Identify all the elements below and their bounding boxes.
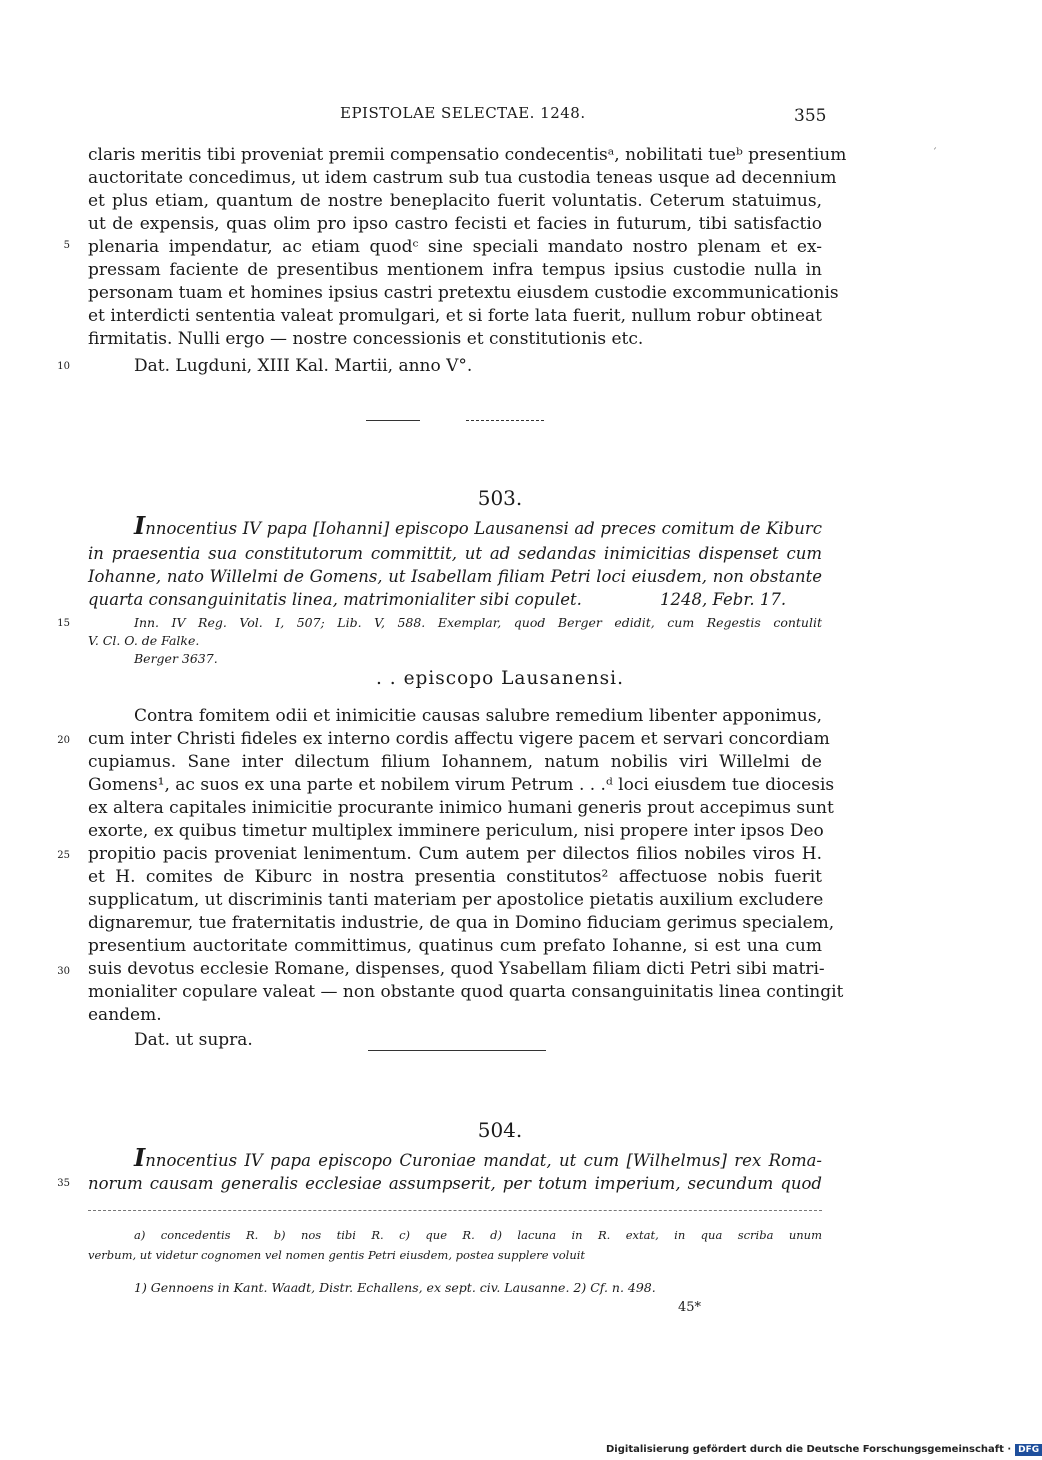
- source-note: Inn. IV Reg. Vol. I, 507; Lib. V, 588. Exemplar, quod Berger edidit, cum Regestis contulit: [134, 615, 822, 630]
- text-line: presentium auctoritate committimus, quatinus cum prefato Iohanne, si est una cum: [88, 936, 822, 956]
- separator-rule: [368, 1050, 546, 1051]
- document-number: 503.: [477, 486, 523, 510]
- line-number: 10: [57, 361, 70, 372]
- text-line: suis devotus ecclesie Romane, dispenses, quod Ysabellam filiam dicti Petri sibi matri-: [88, 959, 825, 979]
- text-line: Contra fomitem odii et inimicitie causas salubre remedium libenter apponimus,: [134, 706, 822, 726]
- text-line: et H. comites de Kiburc in nostra presentia constitutos² affectuose nobis fuerit: [88, 867, 822, 887]
- text-line: personam tuam et homines ipsius castri pretextu eiusdem custodie excommunicationis: [88, 283, 839, 303]
- dating-line: Dat. Lugduni, XIII Kal. Martii, anno V°.: [134, 356, 473, 376]
- text-line: plenaria impendatur, ac etiam quodᶜ sine speciali mandato nostro plenam et ex-: [88, 237, 822, 257]
- variant-footnotes: verbum, ut videtur cognomen vel nomen gentis Petri eiusdem, postea supplere voluit: [88, 1248, 586, 1262]
- page-number: 355: [794, 106, 827, 126]
- regest-line: Iohanne, nato Willelmi de Gomens, ut Isabellam filiam Petri loci eiusdem, non obstante: [88, 567, 822, 586]
- source-note: Berger 3637.: [134, 651, 218, 666]
- footnote-separator: [88, 1210, 822, 1211]
- regest-initial: I: [134, 1143, 146, 1172]
- source-note: V. Cl. O. de Falke.: [88, 633, 200, 648]
- separator-rule: [366, 420, 420, 421]
- text-line: ut de expensis, quas olim pro ipso castro fecisti et facies in futurum, tibi satisfactio: [88, 214, 822, 234]
- line-number: 30: [57, 966, 70, 977]
- line-number: 5: [63, 240, 70, 251]
- line-number: 35: [57, 1178, 70, 1189]
- text-line: exorte, ex quibus timetur multiplex imminere periculum, nisi propere inter ipsos Deo: [88, 821, 824, 841]
- text-line: auctoritate concedimus, ut idem castrum sub tua custodia teneas usque ad decennium: [88, 168, 837, 188]
- text-line: et plus etiam, quantum de nostre beneplacito fuerit voluntatis. Ceterum statuimus,: [88, 191, 822, 211]
- regest-line: norum causam generalis ecclesiae assumpserit, per totum imperium, secundum quod: [88, 1174, 822, 1193]
- addressee-line: . . episcopo Lausanensi.: [376, 668, 624, 689]
- text-line: eandem.: [88, 1005, 162, 1025]
- text-line: dignaremur, tue fraternitatis industrie, de qua in Domino fiduciam gerimus specialem,: [88, 913, 835, 933]
- credit-text: Digitalisierung gefördert durch die Deutsche Forschungsgemeinschaft ·: [606, 1444, 1012, 1455]
- dfg-logo: DFG: [1015, 1444, 1042, 1456]
- content-footnotes: 1) Gennoens in Kant. Waadt, Distr. Echallens, ex sept. civ. Lausanne. 2) Cf. n. 498.: [134, 1280, 656, 1295]
- text-line: pressam faciente de presentibus mentionem infra tempus ipsius custodie nulla in: [88, 260, 822, 280]
- dating-line: Dat. ut supra.: [134, 1030, 253, 1050]
- variant-footnotes: a) concedentis R. b) nos tibi R. c) que R. d) lacuna in R. extat, in qua scriba unum: [134, 1228, 822, 1242]
- text-line: Gomens¹, ac suos ex una parte et nobilem virum Petrum . . .ᵈ loci eiusdem tue diocesis: [88, 775, 835, 795]
- document-number: 504.: [477, 1118, 523, 1142]
- text-line: cupiamus. Sane inter dilectum filium Iohannem, natum nobilis viri Willelmi de: [88, 752, 822, 772]
- text-line: monialiter copulare valeat — non obstante quod quarta consanguinitatis linea contingit: [88, 982, 844, 1002]
- separator-rule: [466, 420, 544, 421]
- regest-initial: I: [134, 511, 146, 540]
- regest-line: in praesentia sua constitutorum committit, ut ad sedandas inimicitias dispenset cum: [88, 544, 822, 563]
- line-number: 25: [57, 850, 70, 861]
- page-header: [0, 104, 1000, 128]
- regest-line: quarta consanguinitatis linea, matrimonialiter sibi copulet.: [88, 590, 582, 609]
- text-line: ex altera capitales inimicitie procurante inimico humani generis prout accepimus sunt: [88, 798, 834, 818]
- text-line: firmitatis. Nulli ergo — nostre concessionis et constitutionis etc.: [88, 329, 644, 349]
- regest-text: nnocentius IV papa episcopo Curoniae mandat, ut cum [Wilhelmus] rex Roma-: [145, 1151, 822, 1170]
- text-line: cum inter Christi fideles ex interno cordis affectu vigere pacem et servari concordiam: [88, 729, 830, 749]
- text-line: et interdicti sententia valeat promulgari, et si forte lata fuerit, nullum robur obtineat: [88, 306, 822, 326]
- regest-date: 1248, Febr. 17.: [660, 590, 787, 609]
- text-line: propitio pacis proveniat lenimentum. Cum autem per dilectos filios nobiles viros H.: [88, 844, 822, 864]
- regest-line: [134, 511, 822, 540]
- line-number: 20: [57, 735, 70, 746]
- regest-line: [134, 1143, 822, 1172]
- regest-text: nnocentius IV papa [Iohanni] episcopo Lausanensi ad preces comitum de Kiburc: [145, 519, 822, 538]
- running-title: EPISTOLAE SELECTAE. 1248.: [340, 104, 586, 122]
- digitization-credit: [606, 1444, 1042, 1456]
- text-line: claris meritis tibi proveniat premii compensatio condecentisᵃ, nobilitati tueᵇ presentium: [88, 145, 847, 165]
- margin-mark: ´: [932, 148, 937, 159]
- text-line: supplicatum, ut discriminis tanti materiam per apostolice pietatis auxilium excludere: [88, 890, 824, 910]
- signature-mark: 45*: [678, 1300, 702, 1315]
- line-number: 15: [57, 618, 70, 629]
